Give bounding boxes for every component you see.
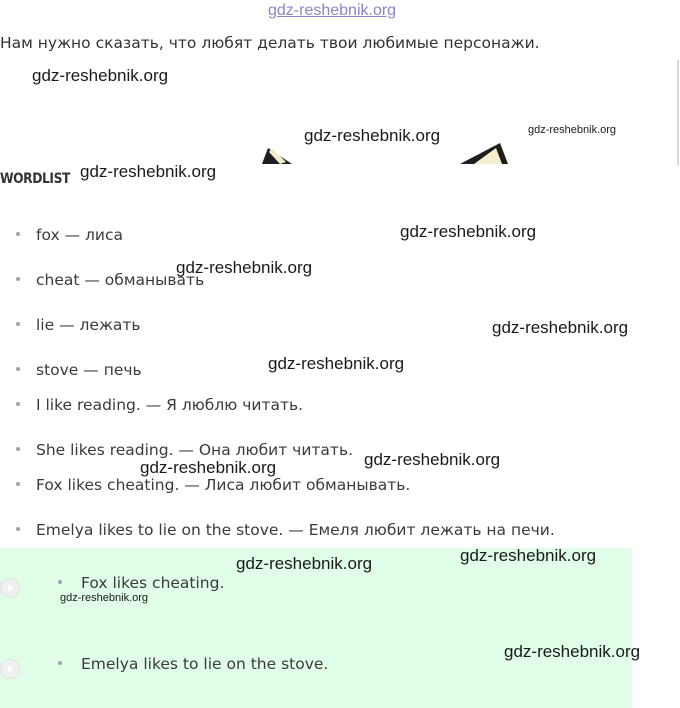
watermark-text: gdz-reshebnik.org: [60, 592, 149, 604]
watermark-text: gdz-reshebnik.org: [236, 554, 373, 573]
wordlist-heading: WORDLIST: [0, 171, 70, 187]
bullet-icon: [16, 232, 20, 236]
bullet-icon: [58, 661, 62, 665]
bullet-icon: [16, 277, 20, 281]
play-audio-icon[interactable]: [0, 578, 20, 598]
watermark-text: gdz-reshebnik.org: [528, 124, 617, 136]
bullet-icon: [58, 580, 62, 584]
list-item: cheat — обманывать: [16, 271, 204, 289]
scrollbar-edge: [677, 60, 679, 165]
watermark-text: gdz-reshebnik.org: [364, 450, 501, 469]
list-item: She likes reading. — Она любит читать.: [16, 441, 353, 459]
list-item: Emelya likes to lie on the stove. — Емеля любит лежать на печи.: [16, 521, 555, 539]
list-item: I like reading. — Я люблю читать.: [16, 396, 303, 414]
bullet-icon: [16, 322, 20, 326]
watermark-text: gdz-reshebnik.org: [176, 258, 313, 277]
bullet-icon: [16, 447, 20, 451]
bullet-icon: [16, 402, 20, 406]
list-item: Fox likes cheating. — Лиса любит обманывать.: [16, 476, 410, 494]
top-watermark-link[interactable]: gdz-reshebnik.org: [268, 2, 397, 19]
watermark-text: gdz-reshebnik.org: [460, 546, 597, 565]
list-item: stove — печь: [16, 361, 142, 379]
list-item: fox — лиса: [16, 226, 123, 244]
bullet-icon: [16, 367, 20, 371]
watermark-text: gdz-reshebnik.org: [304, 126, 441, 145]
play-audio-icon[interactable]: [0, 659, 20, 679]
watermark-text: gdz-reshebnik.org: [32, 66, 169, 85]
bullet-icon: [16, 527, 20, 531]
bullet-icon: [16, 482, 20, 486]
watermark-text: gdz-reshebnik.org: [492, 318, 629, 337]
answer-item: Fox likes cheating.: [58, 574, 224, 592]
answer-item: Emelya likes to lie on the stove.: [58, 655, 328, 673]
list-item: lie — лежать: [16, 316, 141, 334]
watermark-text: gdz-reshebnik.org: [140, 458, 277, 477]
intro-text: Нам нужно сказать, что любят делать твои любимые персонажи.: [0, 34, 540, 52]
watermark-text: gdz-reshebnik.org: [504, 642, 641, 661]
watermark-text: gdz-reshebnik.org: [268, 354, 405, 373]
watermark-text: gdz-reshebnik.org: [80, 162, 217, 181]
watermark-text: gdz-reshebnik.org: [400, 222, 537, 241]
